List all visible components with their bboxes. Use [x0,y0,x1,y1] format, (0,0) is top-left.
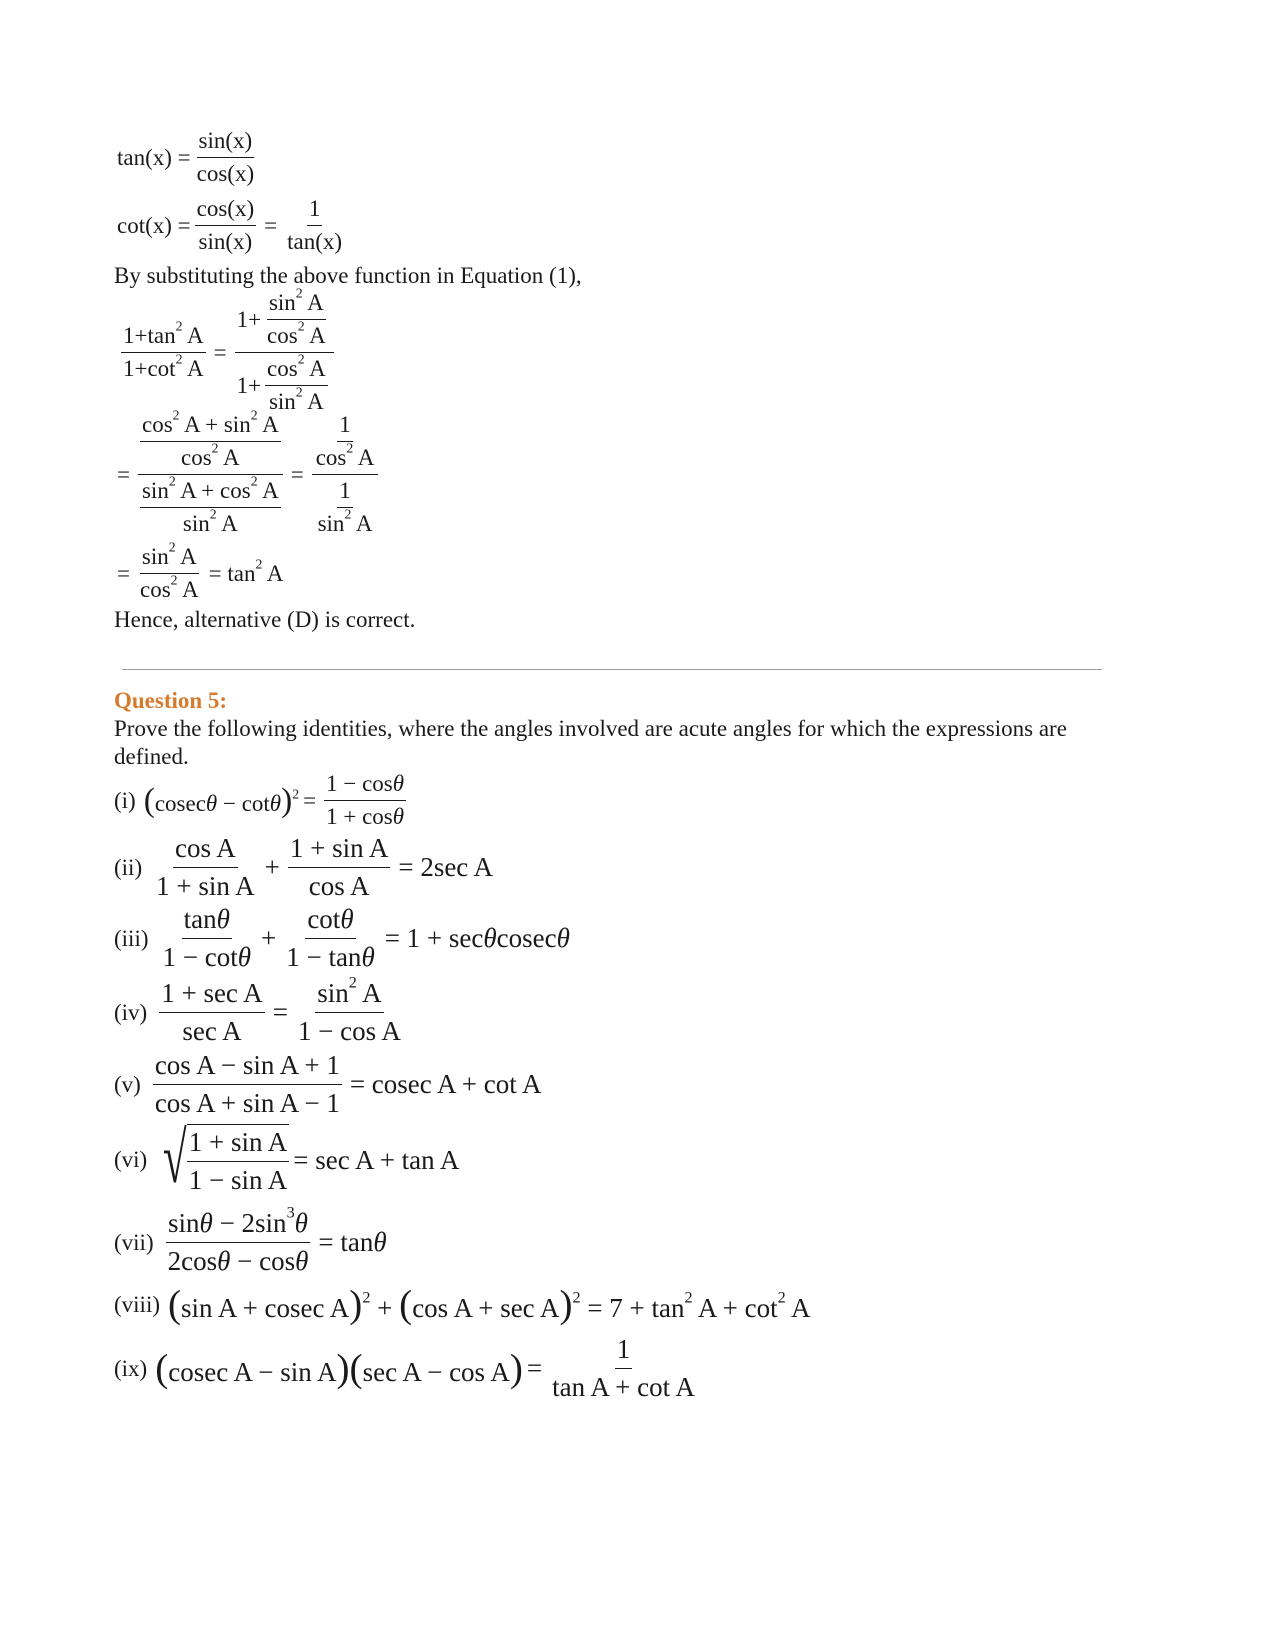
section-divider [122,669,1102,670]
square-root: √ $\frac{\text{1 + sin A}}{\text{1 − sin A}}$ [163,1118,288,1198]
identity-iv: (iv) $\frac{\text{1 + sec A}}{\text{sec A}}$ = $\frac{\sin^2 A}{\text{1 − cos A}}$ [114,973,401,1046]
identity-iii: (iii) $\frac{\tan\theta}{1 - \cot\theta}$ + $\frac{\cot\theta}{1 - \tan\theta}$ = 1 + secθcosecθ [114,904,570,972]
cot-fraction-1: $\frac{\cos(x)}{\sin(x)}$ [196,196,255,254]
substituting-text: By substituting the above function in Equation (1), [114,263,582,288]
cot-lhs: cot(x) = [117,212,191,238]
identity-vi: (vi) √ $\frac{\text{1 + sin A}}{\text{1 − sin A}}$ = sec A + tan A [114,1118,460,1198]
equation-step-2: = $\frac{\frac{\cos^2 A + \sin^2 A}{\cos^2 A}}{\frac{\sin^2 A + \cos^2 A}{\sin^2 A}}$ = $\frac{\frac{1}{\cos^2 A}}{\frac{1}{\sin^2 A}}$ [117,412,382,537]
tan-definition [117,128,260,187]
identity-viii: (viii) (sin A + cosec A)$^2$ + (cos $A + \sec A)^2 = 7 + \tan^2 A + \cot^2 A$ [114,1283,811,1326]
question-prompt-line2: defined. [114,744,189,769]
cot-definition: cot(x) = $\frac{\cos(x)}{\sin(x)}$ = $\frac{1}{\tan(x)}$ [117,196,343,254]
tan-fraction: $\frac{\sin(x)}{\cos(x)}$ [196,128,255,186]
identity-ii: (ii) $\frac{\text{cos A}}{\text{1 + sin A}}$ + $\frac{\text{1 + sin A}}{\text{cos A}}$ = 2sec A [114,833,494,901]
identity-i: (i) $(cosec\theta - \cot\theta)^2$ = $\frac{1 - \cos\theta}{1 + \cos\theta}$ [114,771,405,829]
cot-fraction-2: $\frac{1}{\tan(x)}$ [287,196,343,254]
conclusion-text: Hence, alternative (D) is correct. [114,607,416,632]
tan-lhs: tan(x) = [117,144,191,170]
identity-vii: (vii) $\frac{\sin\theta - 2\sin^3\theta}{2\cos\theta - \cos\theta}$ = tanθ [114,1203,387,1276]
identity-ix: (ix) (cosec A − sin A)(sec A − cos A) = $\frac{1}{\text{tan A + cot A}}$ [114,1334,695,1402]
identity-v: (v) $\frac{\text{cos A − sin A + 1}}{\text{cos A + sin A − 1}}$ = cosec A + cot A [114,1050,542,1118]
question-prompt-line1: Prove the following identities, where the angles involved are acute angles for which the expressions are [114,716,1067,741]
question-heading: Question 5: [114,688,228,713]
equation-step-3: = $\frac{\sin^2 A}{\cos^2 A}$ = $\tan^2 A$ [117,539,284,602]
equation-step-1: $\frac{1+\tan^2 A}{1+\cot^2 A}$ = 1+ $\frac{\sin^2 A}{\cos^2 A}$ 1+ $\frac{\cos^2 A}{\sin^2 A}$ [117,290,338,415]
